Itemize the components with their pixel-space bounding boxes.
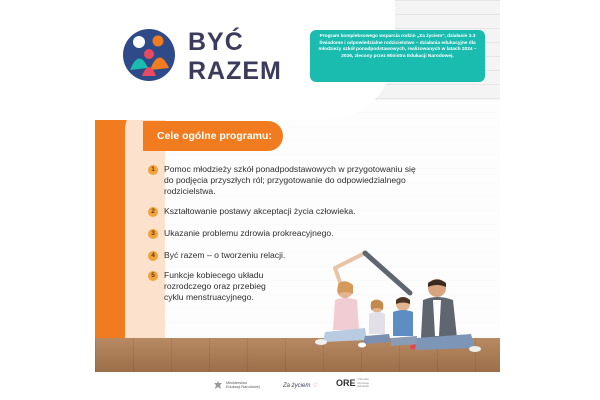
item-number: 5 <box>148 271 158 281</box>
ore-line: Edukacji <box>357 384 369 389</box>
poster <box>95 0 500 372</box>
item-text <box>164 228 334 239</box>
ministry-line: Ministerstwo <box>226 380 248 385</box>
item-number: 4 <box>148 251 158 261</box>
item-text <box>164 250 285 261</box>
item-line: Pomoc młodzieży szkół ponadpodstawowych w przygotowaniu się <box>164 164 416 174</box>
item-text <box>164 206 356 217</box>
item-number: 1 <box>148 165 158 175</box>
item-line: Funkcje kobiecego układu <box>164 270 264 280</box>
family-photo <box>305 248 500 358</box>
ore-text: ORE <box>336 378 356 389</box>
item-line: Ukazanie problemu zdrowia prokreacyjnego. <box>164 228 334 238</box>
ministry-line: Edukacji Narodowej <box>226 385 260 389</box>
ore-description <box>358 378 370 389</box>
goals-heading-text: Cele ogólne programu: <box>157 130 272 142</box>
item-text <box>164 164 416 197</box>
item-line: do podjęcia przyszłych ról; przygotowanie do odpowiedzialnego <box>164 175 406 185</box>
item-text <box>164 270 266 303</box>
title-line-1: BYĆ <box>188 28 244 56</box>
program-info-text: Program kompleksowego wsparcia rodzin „Za życiem", działanie 3.3 Świadome i odpowiedzialne rodzicielstwo – działania edukacyjne dla młodzieży szkół ponadpodstawowych, realizowanych w latach 2024 – 2026, zlecony przez Ministra Edukacji Narodowej. <box>318 34 477 59</box>
title-line-2: RAZEM <box>188 57 282 85</box>
item-line: cyklu menstruacyjnego. <box>164 292 254 302</box>
program-info-box <box>310 30 485 82</box>
ministry-logo <box>213 380 260 390</box>
za-zyciem-logo <box>283 382 317 389</box>
ore-line: Ośrodek <box>357 377 369 381</box>
ore-line: Rozwoju <box>357 380 370 385</box>
ministry-name <box>226 381 260 390</box>
item-number: 2 <box>148 207 158 217</box>
item-number: 3 <box>148 229 158 239</box>
eagle-icon <box>213 380 223 390</box>
program-title <box>188 28 282 86</box>
za-zyciem-text: Za życiem <box>283 383 311 389</box>
heart-icon: ♡ <box>312 383 318 389</box>
item-line: rodzicielstwa. <box>164 186 216 196</box>
ore-logo <box>336 378 369 389</box>
goals-heading <box>143 121 283 151</box>
family-logo-icon <box>122 28 176 82</box>
item-line: Kształtowanie postawy akceptacji życia człowieka. <box>164 206 356 216</box>
item-line: Być razem – o tworzeniu relacji. <box>164 250 286 260</box>
item-line: rozrodczego oraz przebieg <box>164 281 266 291</box>
